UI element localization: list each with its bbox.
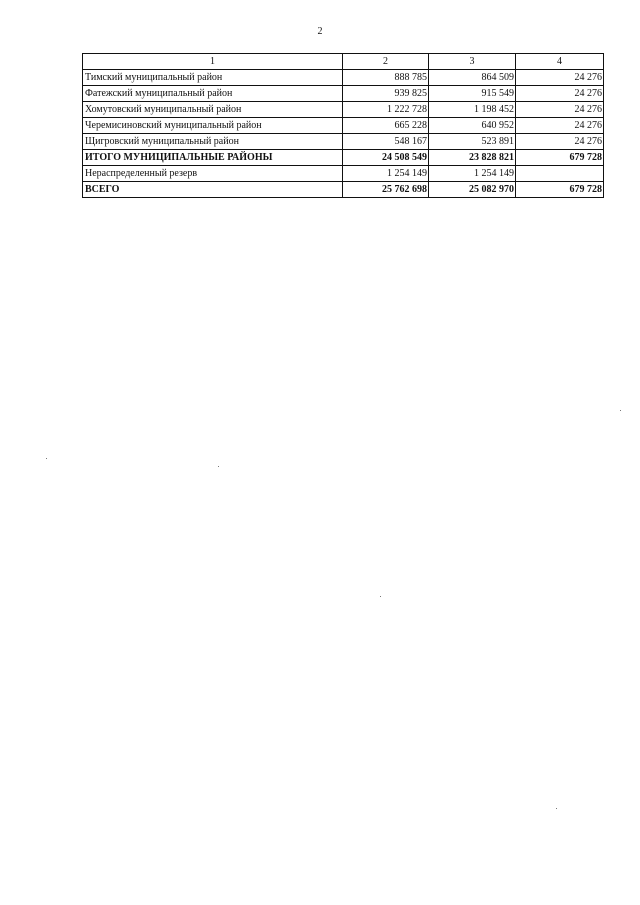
total-districts-label: ИТОГО МУНИЦИПАЛЬНЫЕ РАЙОНЫ	[83, 150, 343, 166]
page-number: 2	[317, 26, 323, 37]
value-col-2: 548 167	[343, 134, 429, 150]
value-col-4: 679 728	[516, 150, 604, 166]
value-col-3: 25 082 970	[429, 182, 516, 198]
reserve-label: Нераспределенный резерв	[83, 166, 343, 182]
value-col-2: 25 762 698	[343, 182, 429, 198]
budget-table	[82, 53, 604, 198]
value-col-2: 665 228	[343, 118, 429, 134]
district-name: Хомутовский муниципальный район	[83, 102, 343, 118]
value-col-4: 24 276	[516, 102, 604, 118]
value-col-4: 24 276	[516, 134, 604, 150]
header-col-3: 3	[429, 54, 516, 70]
value-col-4: 24 276	[516, 86, 604, 102]
value-col-4: 24 276	[516, 70, 604, 86]
table-row	[83, 134, 604, 150]
district-name: Тимский муниципальный район	[83, 70, 343, 86]
table-row	[83, 70, 604, 86]
value-col-2: 888 785	[343, 70, 429, 86]
scan-speck	[620, 410, 621, 411]
scan-speck	[46, 458, 47, 459]
table-row	[83, 118, 604, 134]
value-col-4	[516, 166, 604, 182]
table-row	[83, 86, 604, 102]
grand-total-row	[83, 182, 604, 198]
value-col-3: 640 952	[429, 118, 516, 134]
value-col-3: 864 509	[429, 70, 516, 86]
total-districts-row	[83, 150, 604, 166]
header-row	[83, 54, 604, 70]
value-col-2: 1 254 149	[343, 166, 429, 182]
header-col-4: 4	[516, 54, 604, 70]
header-col-2: 2	[343, 54, 429, 70]
scan-speck	[556, 808, 557, 809]
value-col-2: 939 825	[343, 86, 429, 102]
district-name: Черемисиновский муниципальный район	[83, 118, 343, 134]
value-col-3: 23 828 821	[429, 150, 516, 166]
table-row	[83, 102, 604, 118]
scan-speck	[380, 596, 381, 597]
value-col-2: 24 508 549	[343, 150, 429, 166]
value-col-3: 1 198 452	[429, 102, 516, 118]
value-col-4: 24 276	[516, 118, 604, 134]
value-col-3: 523 891	[429, 134, 516, 150]
value-col-4: 679 728	[516, 182, 604, 198]
value-col-3: 1 254 149	[429, 166, 516, 182]
district-name: Щигровский муниципальный район	[83, 134, 343, 150]
value-col-2: 1 222 728	[343, 102, 429, 118]
header-col-1: 1	[83, 54, 343, 70]
value-col-3: 915 549	[429, 86, 516, 102]
district-name: Фатежский муниципальный район	[83, 86, 343, 102]
grand-total-label: ВСЕГО	[83, 182, 343, 198]
scan-speck	[218, 466, 219, 467]
reserve-row	[83, 166, 604, 182]
